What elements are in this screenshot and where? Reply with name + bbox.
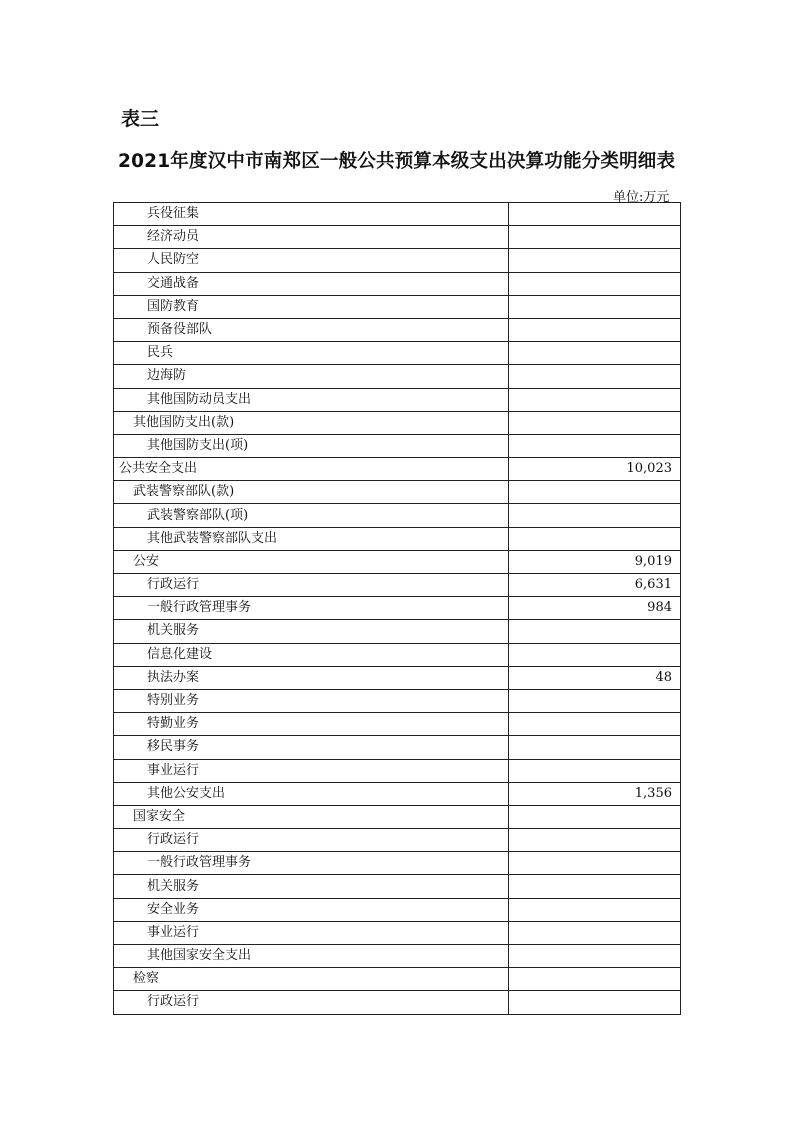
row-amount [509,295,681,318]
row-item-name: 特别业务 [114,689,509,712]
table-row [114,434,681,457]
table-row [114,318,681,341]
table-row [114,736,681,759]
row-amount [509,527,681,550]
row-item-name: 安全业务 [114,898,509,921]
row-amount [509,759,681,782]
row-amount [509,991,681,1014]
row-amount [509,620,681,643]
row-item-name: 信息化建设 [114,643,509,666]
table-row [114,713,681,736]
row-amount [509,226,681,249]
row-item-name: 武装警察部队(款) [114,481,509,504]
row-amount [509,736,681,759]
table-row [114,295,681,318]
table-row [114,620,681,643]
row-amount [509,411,681,434]
row-amount [509,713,681,736]
row-amount [509,898,681,921]
table-row [114,759,681,782]
row-item-name: 一般行政管理事务 [114,597,509,620]
table-row [114,504,681,527]
table-row [114,411,681,434]
row-amount [509,689,681,712]
table-label: 表三 [121,108,160,130]
row-item-name: 检察 [114,968,509,991]
table-row [114,991,681,1014]
row-item-name: 移民事务 [114,736,509,759]
table-row [114,968,681,991]
table-row [114,945,681,968]
row-amount: 9,019 [509,550,681,573]
row-amount: 1,356 [509,782,681,805]
table-row [114,527,681,550]
table-row [114,782,681,805]
table-row [114,875,681,898]
row-item-name: 民兵 [114,342,509,365]
row-amount [509,875,681,898]
table-row [114,643,681,666]
table-row [114,666,681,689]
row-amount [509,805,681,828]
table-row [114,365,681,388]
row-amount [509,272,681,295]
row-amount [509,249,681,272]
row-amount [509,921,681,944]
row-item-name: 其他国防支出(项) [114,434,509,457]
row-amount: 48 [509,666,681,689]
table-row [114,272,681,295]
row-amount [509,318,681,341]
row-item-name: 执法办案 [114,666,509,689]
row-item-name: 边海防 [114,365,509,388]
table-row [114,921,681,944]
row-amount [509,342,681,365]
row-item-name: 其他武装警察部队支出 [114,527,509,550]
row-item-name: 交通战备 [114,272,509,295]
table-row [114,249,681,272]
row-item-name: 行政运行 [114,829,509,852]
table-body [114,203,681,1015]
row-amount [509,945,681,968]
row-amount [509,852,681,875]
row-item-name: 其他国家安全支出 [114,945,509,968]
table-row [114,226,681,249]
row-amount [509,504,681,527]
table-row [114,852,681,875]
table-row [114,481,681,504]
page-title: 2021年度汉中市南郑区一般公共预算本级支出决算功能分类明细表 [118,151,676,172]
row-amount: 6,631 [509,574,681,597]
row-amount [509,434,681,457]
table-row [114,597,681,620]
row-item-name: 公安 [114,550,509,573]
row-item-name: 事业运行 [114,759,509,782]
row-item-name: 人民防空 [114,249,509,272]
table-row [114,805,681,828]
row-amount [509,365,681,388]
row-item-name: 其他公安支出 [114,782,509,805]
table-row [114,574,681,597]
row-amount [509,388,681,411]
row-amount: 984 [509,597,681,620]
row-item-name: 国家安全 [114,805,509,828]
row-amount [509,481,681,504]
table-row [114,458,681,481]
row-item-name: 公共安全支出 [114,458,509,481]
row-item-name: 兵役征集 [114,203,509,226]
row-amount [509,643,681,666]
row-item-name: 行政运行 [114,574,509,597]
table-row [114,388,681,411]
row-item-name: 国防教育 [114,295,509,318]
row-item-name: 机关服务 [114,620,509,643]
table-row [114,829,681,852]
row-item-name: 武装警察部队(项) [114,504,509,527]
row-item-name: 机关服务 [114,875,509,898]
row-item-name: 预备役部队 [114,318,509,341]
row-item-name: 行政运行 [114,991,509,1014]
row-item-name: 经济动员 [114,226,509,249]
table-row [114,203,681,226]
expenditure-table [113,202,681,1015]
row-item-name: 其他国防动员支出 [114,388,509,411]
table-row [114,898,681,921]
table-row [114,550,681,573]
table-row [114,342,681,365]
row-item-name: 一般行政管理事务 [114,852,509,875]
unit-label: 单位:万元 [613,190,670,205]
row-item-name: 事业运行 [114,921,509,944]
row-item-name: 其他国防支出(款) [114,411,509,434]
row-amount: 10,023 [509,458,681,481]
row-item-name: 特勤业务 [114,713,509,736]
row-amount [509,829,681,852]
row-amount [509,968,681,991]
row-amount [509,203,681,226]
table-row [114,689,681,712]
